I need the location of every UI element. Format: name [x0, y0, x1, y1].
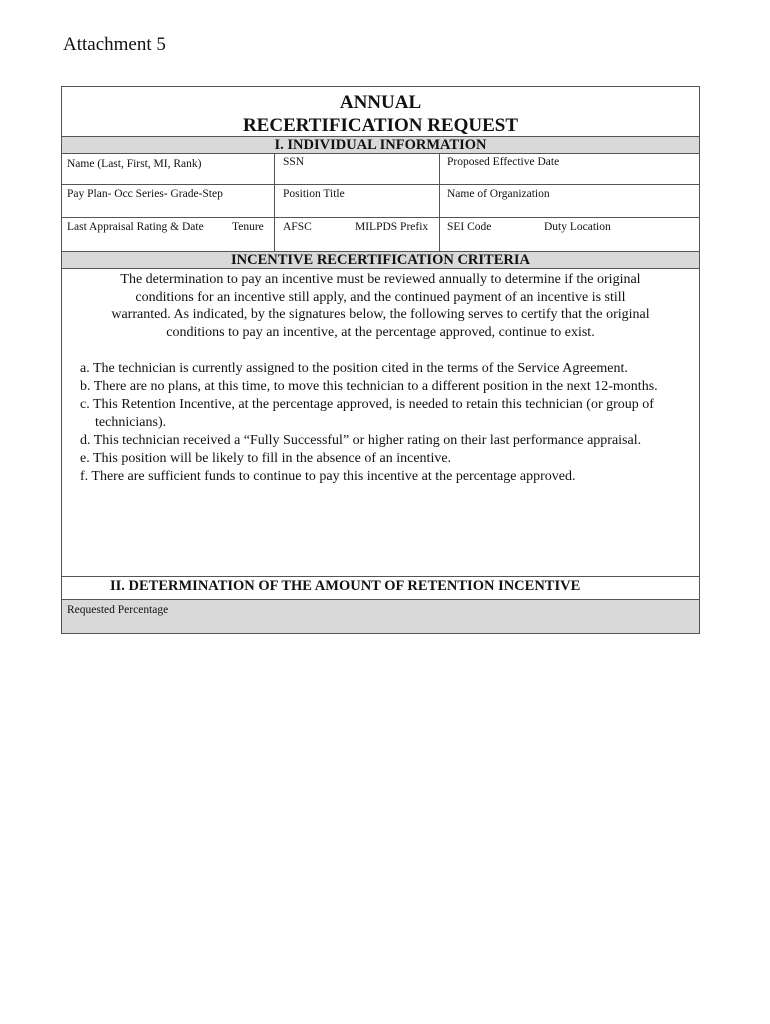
proposed-effective-date-field[interactable]: Proposed Effective Date [447, 156, 560, 168]
tenure-field[interactable]: Tenure [232, 221, 264, 233]
last-appraisal-field[interactable]: Last Appraisal Rating & Date [67, 221, 204, 233]
intro-line: conditions for an incentive still apply, and the continued payment of an incentive is still [135, 289, 626, 305]
ssn-field[interactable]: SSN [283, 156, 305, 168]
criteria-heading: INCENTIVE RECERTIFICATION CRITERIA [62, 252, 699, 268]
column-divider [439, 153, 440, 251]
criteria-item-f: f. There are sufficient funds to continue to pay this incentive at the percentage approved. [80, 469, 576, 484]
intro-line: warranted. As indicated, by the signatures below, the following serves to certify that the original [111, 307, 650, 322]
form-title-line1: ANNUAL [339, 92, 422, 113]
criteria-item-e: e. This position will be likely to fill in the absence of an incentive. [80, 451, 452, 466]
criteria-item-c: c. This Retention Incentive, at the percentage approved, is needed to retain this technician (or group of technicians). [80, 397, 654, 430]
divider [62, 268, 699, 269]
pay-plan-field[interactable]: Pay Plan- Occ Series- Grade-Step [67, 188, 223, 200]
position-title-field[interactable]: Position Title [283, 188, 345, 200]
afsc-field[interactable]: AFSC [283, 221, 312, 233]
criteria-list [80, 360, 691, 486]
organization-field[interactable]: Name of Organization [447, 188, 550, 200]
divider [62, 217, 699, 218]
form-title [62, 91, 699, 137]
divider [62, 184, 699, 185]
sei-code-field[interactable]: SEI Code [447, 221, 492, 233]
criteria-item-a: a. The technician is currently assigned to the position cited in the terms of the Service Agreement. [80, 361, 628, 376]
recertification-form [61, 86, 700, 634]
section1-heading: I. INDIVIDUAL INFORMATION [62, 137, 699, 153]
attachment-label: Attachment 5 [63, 34, 166, 55]
criteria-item-b: b. There are no plans, at this time, to move this technician to a different position in the next 12-months. [80, 379, 658, 394]
milpds-prefix-field[interactable]: MILPDS Prefix [355, 221, 429, 233]
duty-location-field[interactable]: Duty Location [544, 221, 611, 233]
form-title-line2: RECERTIFICATION REQUEST [242, 115, 519, 136]
section2-heading: II. DETERMINATION OF THE AMOUNT OF RETENTION INCENTIVE [110, 578, 581, 594]
divider [62, 153, 699, 154]
column-divider [274, 153, 275, 251]
criteria-intro [76, 271, 685, 341]
requested-percentage-label: Requested Percentage [67, 604, 169, 616]
criteria-item-d: d. This technician received a “Fully Successful” or higher rating on their last performance appraisal. [80, 433, 642, 448]
name-field[interactable]: Name (Last, First, MI, Rank) [67, 158, 202, 170]
intro-line: conditions to pay an incentive, at the percentage approved, continue to exist. [166, 324, 595, 340]
intro-line: The determination to pay an incentive must be reviewed annually to determine if the original [120, 272, 641, 287]
